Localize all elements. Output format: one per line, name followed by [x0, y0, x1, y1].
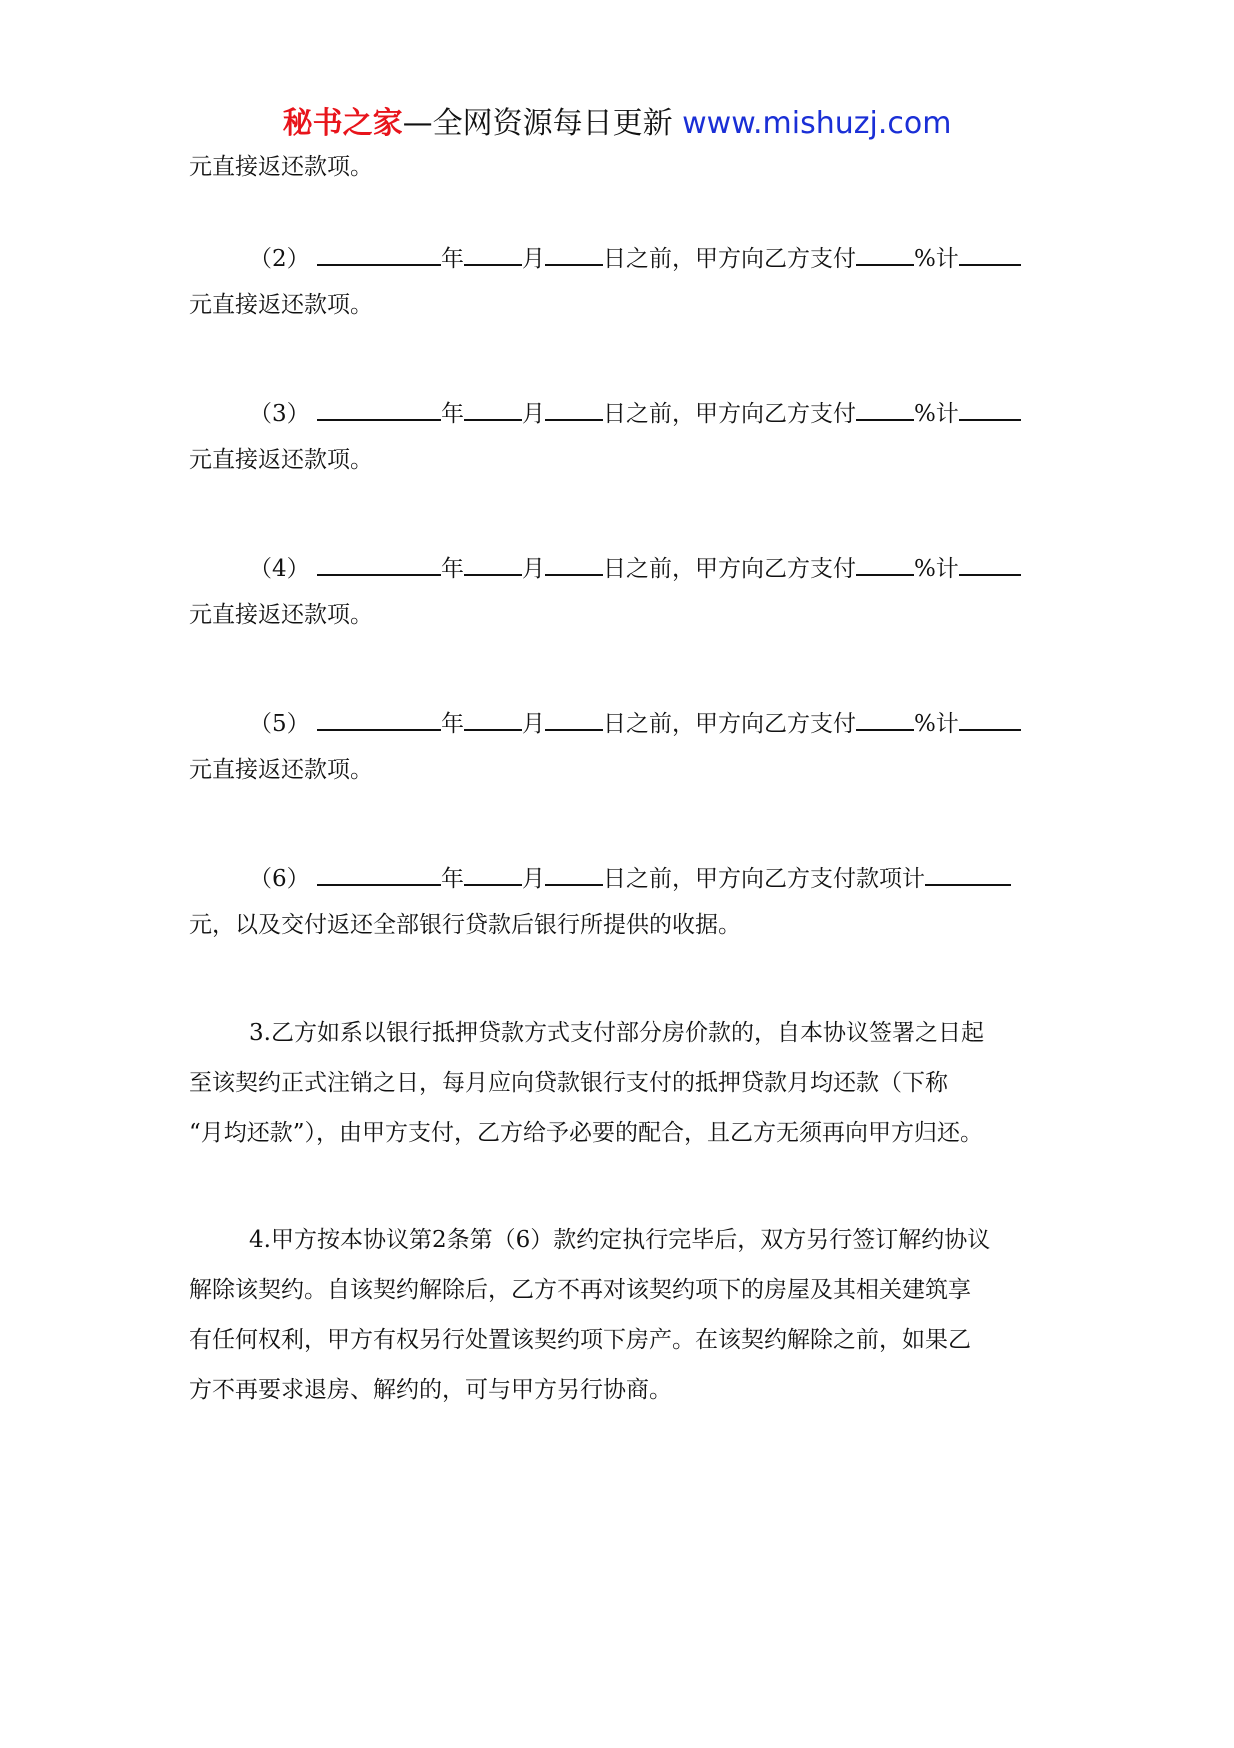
paragraph-3-line: 至该契约正式注销之日，每月应向贷款银行支付的抵押贷款月均还款（下称 [189, 1070, 948, 1096]
percent-label: %计 [913, 246, 959, 272]
day-clause: 日之前，甲方向乙方支付 [602, 246, 856, 272]
month-label: 月 [521, 711, 545, 737]
header-brand: 秘书之家 [282, 106, 403, 141]
blank-amount-field[interactable] [959, 393, 1021, 421]
header-slogan: —全网资源每日更新 [402, 106, 673, 141]
item-number: （5） [249, 711, 310, 737]
year-label: 年 [440, 711, 464, 737]
installment-item-4 [249, 548, 1021, 582]
paragraph-line: 元直接返还款项。 [189, 447, 373, 473]
blank-percent-field[interactable] [856, 393, 914, 421]
paragraph-4-line: 方不再要求退房、解约的，可与甲方另行协商。 [189, 1377, 672, 1403]
item-number: （4） [249, 556, 310, 582]
page-header [0, 104, 1234, 144]
blank-month-field[interactable] [464, 238, 522, 266]
paragraph-3-line: 3.乙方如系以银行抵押贷款方式支付部分房价款的，自本协议签署之日起 [249, 1020, 984, 1046]
paragraph-line: 元直接返还款项。 [189, 602, 373, 628]
day-clause: 日之前，甲方向乙方支付 [602, 401, 856, 427]
blank-year-field[interactable] [317, 238, 441, 266]
percent-label: %计 [913, 401, 959, 427]
item-number: （6） [249, 866, 310, 892]
blank-month-field[interactable] [464, 393, 522, 421]
day-clause: 日之前，甲方向乙方支付 [602, 556, 856, 582]
percent-label: %计 [913, 556, 959, 582]
installment-item-3 [249, 393, 1021, 427]
blank-percent-field[interactable] [856, 238, 914, 266]
header-url-link[interactable]: www.mishuzj.com [682, 106, 952, 141]
paragraph-4-line: 解除该契约。自该契约解除后，乙方不再对该契约项下的房屋及其相关建筑享 [189, 1277, 971, 1303]
blank-amount-field[interactable] [925, 858, 1011, 886]
blank-day-field[interactable] [545, 858, 603, 886]
blank-percent-field[interactable] [856, 703, 914, 731]
paragraph-4-line: 4.甲方按本协议第2条第（6）款约定执行完毕后，双方另行签订解约协议 [249, 1227, 991, 1253]
blank-amount-field[interactable] [959, 703, 1021, 731]
percent-label: %计 [913, 711, 959, 737]
month-label: 月 [521, 401, 545, 427]
year-label: 年 [440, 866, 464, 892]
year-label: 年 [440, 556, 464, 582]
day-clause: 日之前，甲方向乙方支付 [602, 711, 856, 737]
paragraph-3-line: “月均还款”），由甲方支付，乙方给予必要的配合，且乙方无须再向甲方归还。 [189, 1120, 984, 1146]
item-number: （2） [249, 246, 310, 272]
paragraph-line: 元直接返还款项。 [189, 292, 373, 318]
paragraph-line: 元直接返还款项。 [189, 757, 373, 783]
blank-month-field[interactable] [464, 548, 522, 576]
month-label: 月 [521, 866, 545, 892]
year-label: 年 [440, 246, 464, 272]
blank-month-field[interactable] [464, 858, 522, 886]
blank-day-field[interactable] [545, 238, 603, 266]
paragraph-4-line: 有任何权利，甲方有权另行处置该契约项下房产。在该契约解除之前，如果乙 [189, 1327, 971, 1353]
year-label: 年 [440, 401, 464, 427]
blank-amount-field[interactable] [959, 238, 1021, 266]
blank-month-field[interactable] [464, 703, 522, 731]
item-number: （3） [249, 401, 310, 427]
blank-day-field[interactable] [545, 393, 603, 421]
installment-item-6 [249, 858, 1011, 892]
blank-year-field[interactable] [317, 858, 441, 886]
paragraph-line: 元直接返还款项。 [189, 154, 373, 180]
blank-year-field[interactable] [317, 393, 441, 421]
blank-year-field[interactable] [317, 548, 441, 576]
blank-day-field[interactable] [545, 548, 603, 576]
blank-day-field[interactable] [545, 703, 603, 731]
paragraph-line: 元，以及交付返还全部银行贷款后银行所提供的收据。 [189, 912, 741, 938]
blank-percent-field[interactable] [856, 548, 914, 576]
month-label: 月 [521, 556, 545, 582]
blank-year-field[interactable] [317, 703, 441, 731]
month-label: 月 [521, 246, 545, 272]
blank-amount-field[interactable] [959, 548, 1021, 576]
installment-item-5 [249, 703, 1021, 737]
day-clause: 日之前，甲方向乙方支付款项计 [602, 866, 925, 892]
installment-item-2 [249, 238, 1021, 272]
